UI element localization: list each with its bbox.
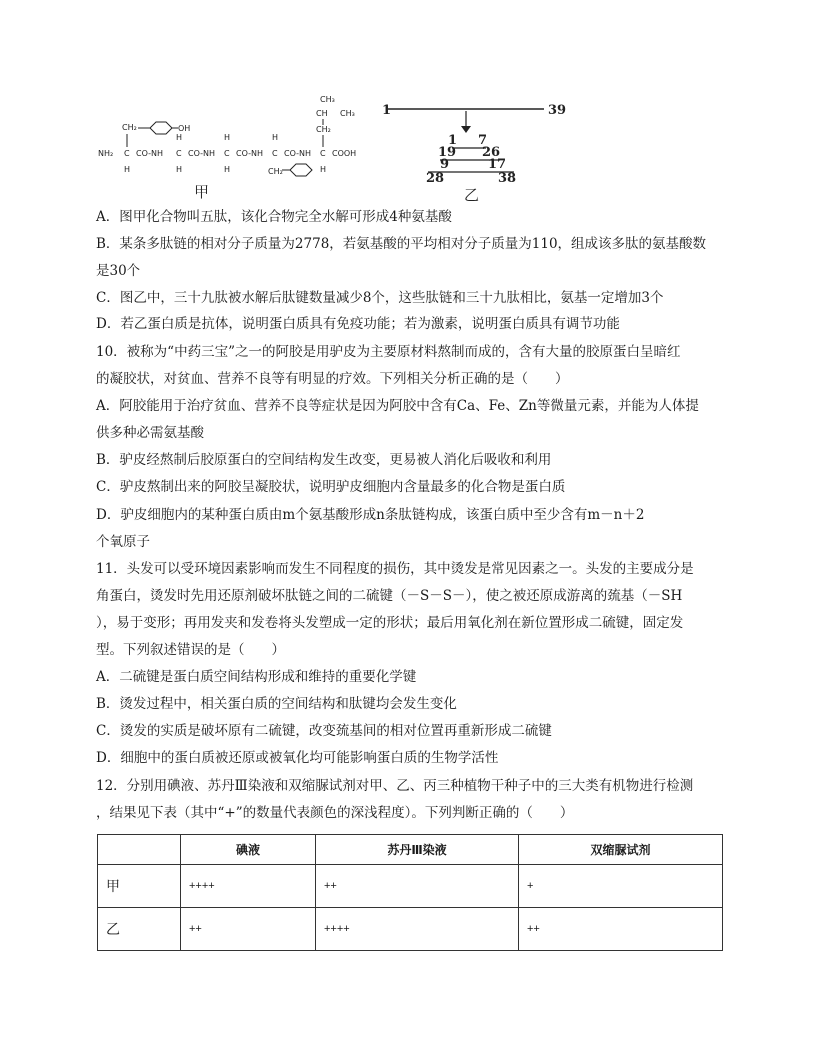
table-cell: 甲 (98, 865, 181, 908)
chem-h5: H (320, 165, 327, 174)
yi-s3b: 17 (488, 157, 507, 172)
table-header-cell: 苏丹Ⅲ染液 (316, 835, 519, 865)
text-line: 型。下列叙述错误的是（ ） (96, 642, 285, 658)
chem-conh2: CO-NH (188, 149, 215, 158)
yi-s3a: 9 (440, 157, 450, 172)
text-line: A．二硫键是蛋白质空间结构形成和维持的重要化学键 (96, 669, 417, 685)
text-line: A．阿胶能用于治疗贫血、营养不良等症状是因为阿胶中含有Ca、Fe、Zn等微量元素，并能为人体提 (96, 398, 699, 414)
text-line: 10．被称为“中药三宝”之一的阿胶是用驴皮为主要原材料熬制而成的，含有大量的胶原蛋白呈暗红 (96, 344, 681, 360)
yi-n1: 1 (382, 103, 392, 118)
chem-nh2: NH₂ (98, 149, 114, 158)
chem-c2: C (176, 149, 182, 158)
chem-conh1: CO-NH (136, 149, 163, 158)
text-line: 供多种必需氨基酸 (96, 425, 204, 441)
text-line: 角蛋白，烫发时先用还原剂破坏肽链之间的二硫键（－S－S－），使之被还原成游离的巯基（－SH (96, 588, 683, 604)
peptide-figure (96, 92, 566, 202)
table-row (98, 865, 723, 908)
text-line: D．若乙蛋白质是抗体，说明蛋白质具有免疫功能；若为激素，说明蛋白质具有调节功能 (96, 316, 620, 332)
text-line: C．图乙中，三十九肽被水解后肽键数量减少8个，这些肽链和三十九肽相比，氨基一定增加3个 (96, 290, 664, 306)
text-line: C．烫发的实质是破坏原有二硫键，改变巯基间的相对位置再重新形成二硫键 (96, 723, 552, 739)
chem-h2: H (176, 165, 183, 174)
chem-c3: C (224, 149, 230, 158)
label-yi: 乙 (464, 186, 480, 202)
chem-conh4: CO-NH (284, 149, 311, 158)
table-cell: ++++ (316, 908, 519, 951)
table-cell: ++ (316, 865, 519, 908)
text-line: B．某条多肽链的相对分子质量为2778，若氨基酸的平均相对分子质量为110，组成该多肽的氨基酸数 (96, 236, 707, 252)
table-cell: ++++ (181, 865, 316, 908)
table-cell: 乙 (98, 908, 181, 951)
results-table (97, 834, 723, 951)
text-line: 个氧原子 (96, 534, 150, 550)
text-line: 12．分别用碘液、苏丹Ⅲ染液和双缩脲试剂对甲、乙、丙三种植物干种子中的三大类有机物进行检测 (96, 778, 694, 794)
yi-s4a: 28 (426, 171, 445, 186)
yi-s4b: 38 (498, 171, 517, 186)
table-row (98, 908, 723, 951)
text-line: ，结果见下表（其中“+”的数量代表颜色的深浅程度）。下列判断正确的（ ） (96, 805, 574, 821)
chem-ch2-a: CH₂ (122, 123, 137, 132)
chem-conh3: CO-NH (236, 149, 263, 158)
text-line: ），易于变形；再用发夹和发卷将头发塑成一定的形状；最后用氧化剂在新位置形成二硫键，固定发 (96, 615, 684, 631)
chem-ch3-b: CH₃ (340, 109, 355, 118)
yi-s1b: 7 (478, 133, 488, 148)
chem-oh: OH (178, 124, 191, 133)
chem-h3b: H (224, 165, 231, 174)
yi-s2a: 19 (438, 145, 457, 160)
text-line: D．细胞中的蛋白质被还原或被氧化均可能影响蛋白质的生物学活性 (96, 750, 499, 766)
chem-ch: CH (316, 109, 328, 118)
text-line: B．烫发过程中，相关蛋白质的空间结构和肽键均会发生变化 (96, 696, 457, 712)
chem-h3: H (224, 133, 231, 142)
yi-n39: 39 (548, 103, 566, 118)
table-header-cell: 双缩脲试剂 (519, 835, 723, 865)
chem-h2top: H (176, 133, 183, 142)
chem-ch2-c: CH₂ (316, 125, 331, 134)
label-jia: 甲 (194, 183, 210, 201)
yi-s2b: 26 (482, 145, 501, 160)
text-line: C．驴皮熬制出来的阿胶呈凝胶状，说明驴皮细胞内含量最多的化合物是蛋白质 (96, 479, 566, 495)
chem-c5: C (320, 149, 326, 158)
text-line: A．图甲化合物叫五肽，该化合物完全水解可形成4种氨基酸 (96, 209, 452, 225)
text-line: B．驴皮经熬制后胶原蛋白的空间结构发生改变，更易被人消化后吸收和利用 (96, 452, 552, 468)
text-line: 是30个 (96, 263, 141, 279)
yi-s1a: 1 (448, 133, 458, 148)
table-header-row (98, 835, 723, 865)
text-line: 的凝胶状，对贫血、营养不良等有明显的疗效。下列相关分析正确的是（ ） (96, 371, 569, 387)
chem-ch3-a: CH₃ (320, 95, 335, 104)
chem-c4: C (272, 149, 278, 158)
chem-cooh: COOH (332, 149, 357, 158)
chem-h1: H (124, 165, 131, 174)
text-line: D．驴皮细胞内的某种蛋白质由m个氨基酸形成n条肽链构成，该蛋白质中至少含有m－n＋2 (96, 507, 645, 523)
table-cell: ++ (181, 908, 316, 951)
table-header-cell: 碘液 (181, 835, 316, 865)
chem-c1: C (124, 149, 130, 158)
table-header-cell (98, 835, 181, 865)
chem-ch2-b: CH₂ (268, 167, 283, 176)
table-cell: ++ (519, 908, 723, 951)
table-cell: + (519, 865, 723, 908)
chem-h4: H (272, 133, 279, 142)
text-line: 11．头发可以受环境因素影响而发生不同程度的损伤，其中烫发是常见因素之一。头发的主要成分是 (96, 561, 694, 577)
